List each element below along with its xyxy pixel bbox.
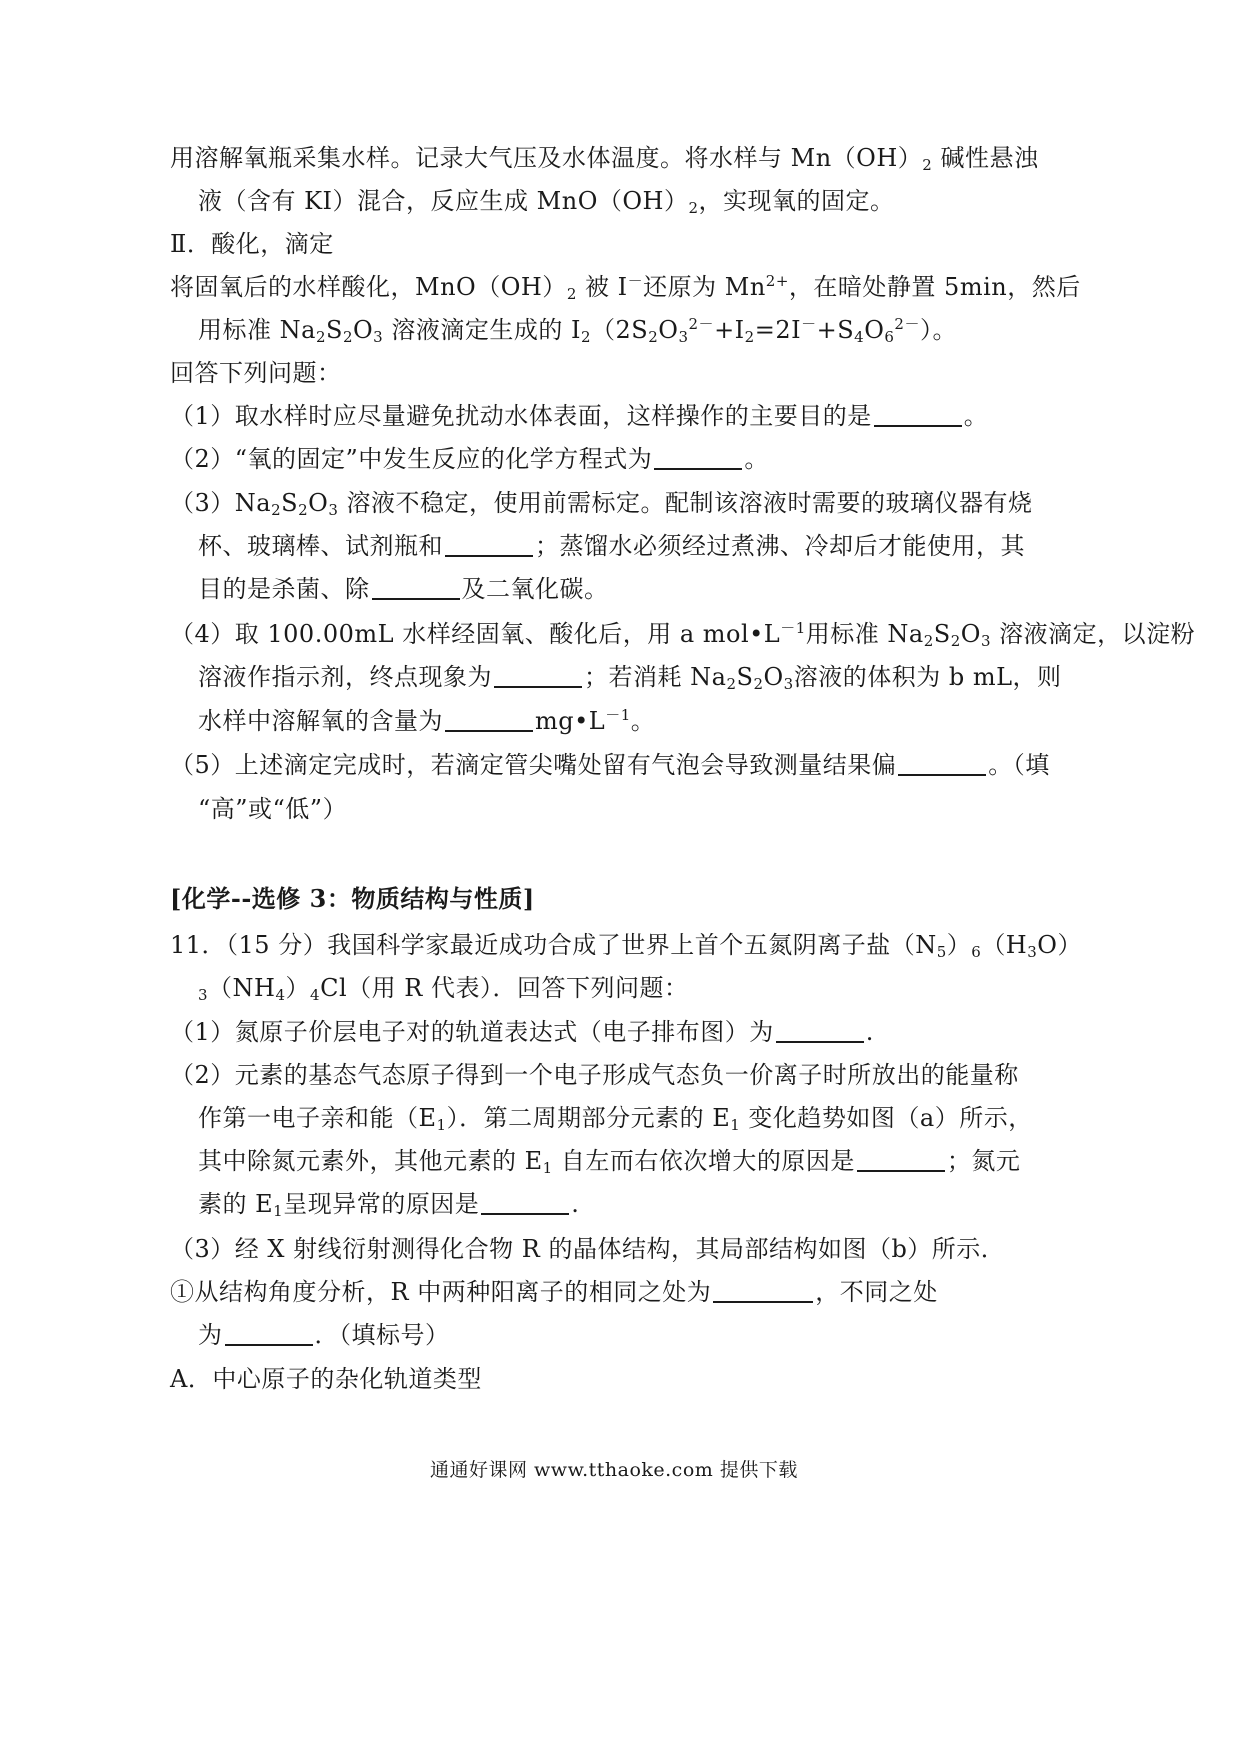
subquestion-1 [170, 1017, 874, 1047]
answer-blank[interactable] [898, 774, 986, 776]
section-title: [化学--选修 3：物质结构与性质] [170, 884, 535, 913]
text: 为 [198, 1321, 223, 1349]
question-5-line: “高”或“低”） [198, 795, 348, 823]
text: ，在暗处静置 5min，然后 [788, 273, 1081, 301]
text: 目的是杀菌、除 [198, 575, 370, 603]
text: ．（填标号） [314, 1321, 450, 1349]
text: 用溶解氧瓶采集水样。记录大气压及水体温度。将水样与 Mn（OH） [170, 144, 923, 172]
text: （2S [591, 316, 649, 344]
page-footer: 通通好课网 www.tthaoke.com 提供下载 [430, 1459, 798, 1481]
text: 溶液滴定，以淀粉 [999, 620, 1196, 648]
answer-blank[interactable] [494, 686, 582, 688]
subscript: 3 [980, 632, 992, 650]
text: （NH [208, 974, 276, 1002]
subscript: 4 [854, 328, 865, 346]
subquestion-3: （3）经 X 射线衍射测得化合物 R 的晶体结构，其局部结构如图（b）所示． [170, 1235, 1006, 1263]
text: （5）上述滴定完成时，若滴定管尖嘴处留有气泡会导致测量结果偏 [170, 751, 897, 779]
section-heading: Ⅱ．酸化，滴定 [170, 230, 334, 258]
text: 溶液不稳定，使用前需标定。配制该溶液时需要的玻璃仪器有烧 [346, 489, 1033, 517]
subscript: 2 [744, 328, 755, 346]
subscript: 2 [922, 156, 933, 174]
text: 素的 E [198, 1190, 274, 1218]
text: O [308, 489, 329, 517]
text: 杯、玻璃棒、试剂瓶和 [198, 532, 443, 560]
text: 溶液的体积为 b mL，则 [793, 663, 1062, 691]
superscript: －1 [605, 706, 631, 724]
text: O [352, 316, 374, 344]
answer-blank[interactable] [481, 1213, 569, 1215]
subscript: 3 [198, 986, 209, 1004]
text: S [933, 620, 951, 648]
question-2 [170, 444, 769, 474]
answer-prompt: 回答下列问题： [170, 359, 342, 387]
text: 其中除氮元素外，其他元素的 E [198, 1147, 543, 1175]
text: 自左而右依次增大的原因是 [560, 1147, 855, 1175]
subquestion-3-1 [170, 1277, 938, 1307]
text: ）．第二周期部分元素的 E [446, 1104, 731, 1132]
text: 呈现异常的原因是 [283, 1190, 480, 1218]
superscript: 2－ [894, 315, 920, 333]
subscript: 6 [971, 943, 982, 961]
answer-blank[interactable] [874, 425, 962, 427]
text: 溶液滴定生成的 I [391, 316, 581, 344]
text: 。（填 [988, 751, 1050, 779]
subscript: 2 [726, 675, 737, 693]
text: S [281, 489, 299, 517]
text: S [325, 316, 343, 344]
subquestion-2-line [198, 1189, 579, 1219]
text: （3）Na [170, 489, 272, 517]
subscript: 2 [688, 199, 699, 217]
subscript: 3 [783, 675, 794, 693]
question-3-line [198, 574, 609, 604]
text: ，实现氧的固定。 [698, 187, 895, 215]
text: ）。 [919, 316, 957, 344]
text: O [763, 663, 784, 691]
paragraph-line [198, 315, 957, 345]
subscript: 4 [275, 986, 286, 1004]
text: 将固氧后的水样酸化，MnO（OH） [170, 273, 567, 301]
text: 。 [963, 402, 989, 430]
subscript: 2 [580, 328, 592, 346]
option-a: A．中心原子的杂化轨道类型 [170, 1365, 482, 1393]
subscript: 3 [328, 501, 339, 519]
answer-blank[interactable] [372, 598, 460, 600]
answer-blank[interactable] [445, 555, 533, 557]
text: 作第一电子亲和能（E [198, 1104, 437, 1132]
subscript: 1 [436, 1116, 447, 1134]
question-4 [170, 619, 1195, 649]
answer-blank[interactable] [445, 730, 533, 732]
question-3 [170, 488, 1033, 518]
text: S [736, 663, 754, 691]
subscript: 1 [730, 1116, 741, 1134]
subscript: 3 [678, 328, 689, 346]
text: 用标准 Na [805, 620, 924, 648]
subscript: 2 [950, 632, 961, 650]
question-5 [170, 750, 1050, 780]
text: O [960, 620, 981, 648]
text: （2）“氧的固定”中发生反应的化学方程式为 [170, 445, 653, 473]
text: 被 I [585, 273, 628, 301]
answer-blank[interactable] [713, 1301, 813, 1303]
text: +S [816, 316, 855, 344]
subquestion-3-1-line [198, 1320, 450, 1350]
text: 液（含有 KI）混合，反应生成 MnO（OH） [198, 187, 689, 215]
subquestion-2: （2）元素的基态气态原子得到一个电子形成气态负一价离子时所放出的能量称 [170, 1061, 1019, 1089]
text: 11．（15 分）我国科学家最近成功合成了世界上首个五氮阴离子盐（N [170, 931, 937, 959]
answer-blank[interactable] [654, 468, 742, 470]
paragraph-line [198, 186, 895, 216]
paragraph-line [170, 143, 1038, 173]
subscript: 2 [923, 632, 934, 650]
text: （1）氮原子价层电子对的轨道表达式（电子排布图）为 [170, 1018, 774, 1046]
question-4-line [198, 662, 1062, 692]
subquestion-2-line [198, 1103, 1033, 1133]
text: 。 [630, 707, 656, 735]
answer-blank[interactable] [225, 1344, 313, 1346]
subscript: 2 [753, 675, 764, 693]
text: mg•L [535, 707, 606, 735]
text: ；氮元 [946, 1147, 1021, 1175]
subquestion-2-line [198, 1146, 1020, 1176]
text: 溶液作指示剂，终点现象为 [198, 663, 492, 691]
subscript: 5 [936, 943, 947, 961]
subscript: 4 [310, 986, 321, 1004]
subscript: 2 [298, 501, 309, 519]
superscript: 2－ [688, 315, 715, 333]
subscript: 2 [342, 328, 353, 346]
text: O [658, 316, 679, 344]
answer-blank[interactable] [776, 1041, 864, 1043]
question-4-line [198, 706, 655, 736]
text: ①从结构角度分析，R 中两种阳离子的相同之处为 [170, 1278, 712, 1306]
text: 碱性悬浊 [940, 144, 1039, 172]
paragraph-line [170, 272, 1081, 302]
subscript: 6 [884, 328, 895, 346]
text: 用标准 Na [198, 316, 316, 344]
subscript: 3 [1027, 943, 1038, 961]
question-11-line: $_3(NH_4)_4Cl$（用 R 代表）．回答下列问题： [198, 974, 689, 1004]
text: +I [714, 316, 745, 344]
question-3-line [198, 531, 1025, 561]
subscript: 3 [373, 328, 384, 346]
text: 。 [744, 445, 769, 473]
question-1 [170, 401, 988, 431]
text: . [865, 1018, 874, 1046]
text: =2I [754, 316, 802, 344]
text: ；若消耗 Na [584, 663, 727, 691]
subscript: 2 [315, 328, 326, 346]
text: （H [981, 931, 1028, 959]
subscript: 2 [566, 285, 577, 303]
superscript: －1 [780, 619, 806, 637]
subscript: 1 [542, 1159, 553, 1177]
superscript: 2+ [765, 272, 789, 290]
superscript: － [627, 272, 644, 290]
text: 及二氧化碳。 [461, 575, 609, 603]
text: 变化趋势如图（a）所示， [748, 1104, 1033, 1132]
subscript: 2 [271, 501, 282, 519]
text: （1）取水样时应尽量避免扰动水体表面，这样操作的主要目的是 [170, 402, 872, 430]
subscript: 1 [273, 1202, 284, 1220]
answer-blank[interactable] [857, 1170, 945, 1172]
text: ，不同之处 [815, 1278, 938, 1306]
text: O [864, 316, 885, 344]
text: . [571, 1190, 580, 1218]
text: （4）取 100.00mL 水样经固氧、酸化后，用 a mol•L [170, 620, 781, 648]
text: Cl（用 R 代表）．回答下列问题： [320, 974, 689, 1002]
superscript: － [801, 315, 817, 333]
text: 水样中溶解氧的含量为 [198, 707, 443, 735]
question-11: 11．（15 分）我国科学家最近成功合成了世界上首个五氮阴离子盐$(N_5)_6(H_3O)$ [170, 931, 1082, 961]
text: O） [1037, 931, 1082, 959]
subscript: 2 [648, 328, 659, 346]
text: 还原为 Mn [643, 273, 766, 301]
text: ；蒸馏水必须经过煮沸、冷却后才能使用，其 [535, 532, 1025, 560]
